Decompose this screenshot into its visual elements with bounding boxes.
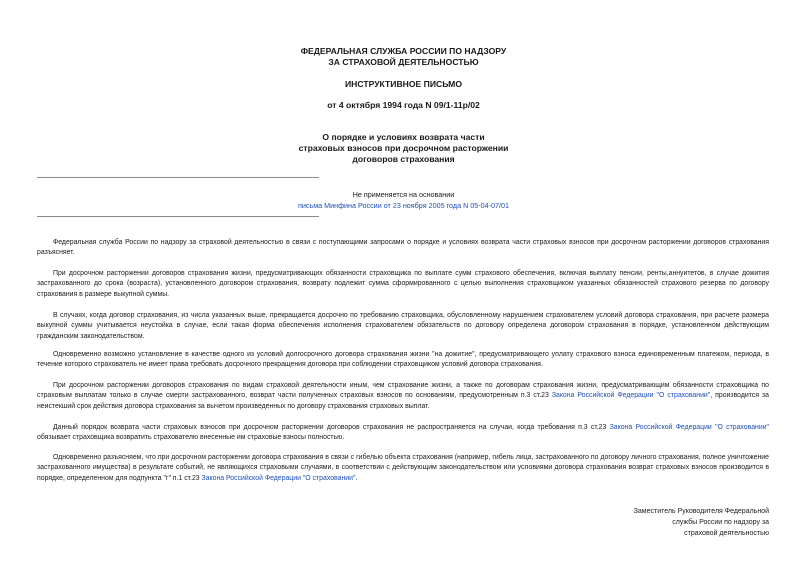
paragraph-6	[37, 423, 769, 444]
law-link[interactable]: Закона Российской Федерации "О страховании"	[609, 424, 769, 431]
status-note-link-wrap	[0, 201, 807, 211]
paragraph-4: Одновременно возможно установление в качестве одного из условий долгосрочного договора страхования жизни "на дожитие", предусматривающего уплату страхового взноса единовременным платежом, периода, в течение которого страхователь не имеет права требовать досрочного прекращения договора при соблюдении страховщиком условий договора страхования.	[37, 351, 769, 369]
document-type: ИНСТРУКТИВНОЕ ПИСЬМО	[344, 79, 463, 89]
status-note-link[interactable]: письма Минфина России от 23 ноября 2005 года N 05-04-07/01	[297, 201, 510, 210]
divider-top	[37, 177, 319, 178]
paragraph-7	[37, 453, 769, 484]
paragraph-5-text-after: , производится за неистекший срок действия договора страхования за вычетом произведенных по договору страхования страховых выплат.	[37, 392, 770, 410]
document-title-line3: договоров страхования	[352, 154, 455, 164]
paragraph-7-text-after: .	[355, 474, 358, 482]
paragraph-2: При досрочном расторжении договоров страхования жизни, предусматривающих обязанности страховщика по выплате сумм страхового обеспечения, включая выплату пенсии, ренты,аннуитетов, в случае дожития застрахованного до срока (возраста), установленного договором страхования, возврату подлежит сумма сформированного с целью выполнения страховщиком указанных обязанностей страхового резерва по договору страхования в размере выкупной суммы.	[37, 270, 769, 298]
document-date: от 4 октября 1994 года N 09/1-11р/02	[327, 100, 480, 110]
divider-bottom	[37, 216, 319, 217]
document-title-line1: О порядке и условиях возврата части	[322, 132, 485, 142]
law-link[interactable]: Закона Российской Федерации "О страховании"	[551, 392, 711, 400]
paragraph-6-text-after: обязывает страховщика возвратить страхователю внесенные им страховые взносы полностью.	[37, 434, 345, 442]
law-link[interactable]: Закона Российской Федерации "О страховании"	[201, 474, 356, 482]
document-title-line2: страховых взносов при досрочном расторжении	[298, 143, 509, 153]
agency-name-line1: ФЕДЕРАЛЬНАЯ СЛУЖБА РОССИИ ПО НАДЗОРУ	[300, 46, 507, 56]
status-note-text: Не применяется на основании	[352, 190, 455, 199]
paragraph-3: В случаях, когда договор страхования, из числа указанных выше, прекращается досрочно по требованию страховщика, обусловленному нарушением страхователем условий договора страхования, при расчете размера выкупной суммы учитывается неустойка в случае, если такая форма обеспечения исполнения страхователем обязательств по договору определена договором страхования в порядке, установленном действующим гражданским законодательством.	[37, 312, 769, 340]
signature-line1: Заместитель Руководителя Федеральной	[633, 508, 769, 515]
paragraph-6-text-before: Данный порядок возврата части страховых взносов при досрочном расторжении договоров страхования не распространяется на случаи, когда требования п.3 ст.23	[53, 424, 610, 431]
signature-line2: службы России по надзору за	[672, 519, 769, 526]
paragraph-1: Федеральная служба России по надзору за страховой деятельностью в связи с поступающими запросами о порядке и условиях возврата части страховых взносов при досрочном расторжении договоров страхования разъясняет.	[37, 239, 769, 257]
signature-line3: страховой деятельностью	[684, 530, 769, 537]
paragraph-5	[37, 381, 769, 412]
paragraph-7-text-before: Одновременно разъясняем, что при досрочном расторжении договора страхования в связи с гибелью объекта страхования (например, гибель лица, застрахованного по договору личного страхования, полное уничтожение застрахованного имущества) в результате событий, не являющихся страховыми случаями, в соответствии с действующим законодательством или условиями договора страхования возврат страховых взносов производится в порядке, определенном для подпункта "г" п.1 ст.23	[37, 454, 769, 482]
paragraph-5-text-before: При досрочном расторжении договоров страхования по видам страховой деятельности иным, чем страхование жизни, а также по договорам страхования жизни, предусматривающим обязанности страховщика по страховым выплатам только в случае смерти застрахованного, возврат части полученных страховых взносов по основаниям, предусмотренным п.3 ст.23	[37, 382, 769, 400]
agency-name-line2: ЗА СТРАХОВОЙ ДЕЯТЕЛЬНОСТЬЮ	[328, 57, 479, 67]
